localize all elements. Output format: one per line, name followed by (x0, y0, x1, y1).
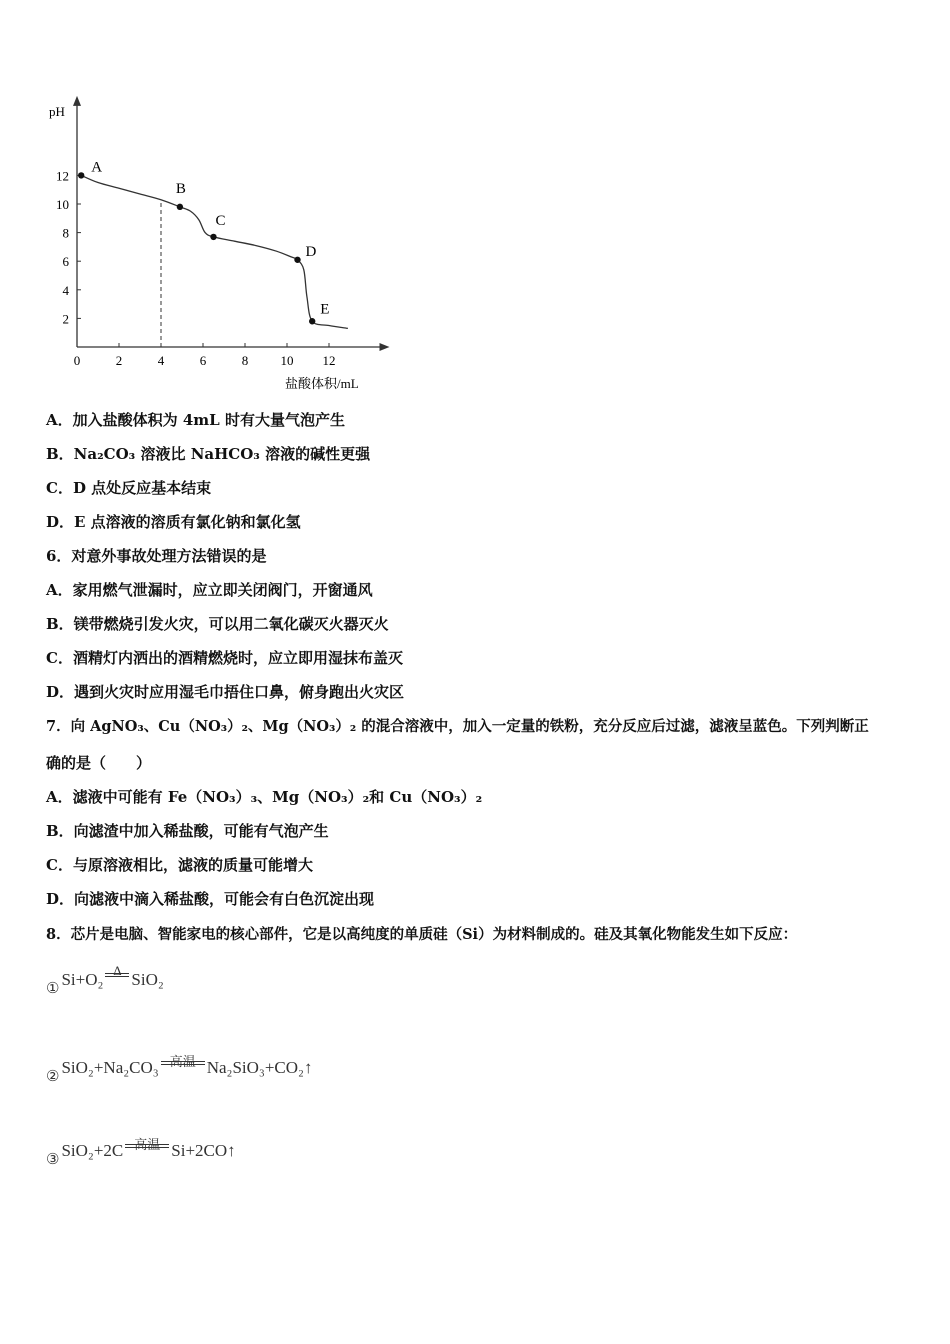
equation-3 (46, 1137, 236, 1168)
option-7a: A．滤液中可能有 Fe（NO₃）₃、Mg（NO₃）₂和 Cu（NO₃）₂ (46, 788, 483, 806)
equation-right: Si+2CO↑ (171, 1141, 236, 1160)
option-5a: A．加入盐酸体积为 4mL 时有大量气泡产生 (46, 411, 345, 429)
point-a (78, 172, 84, 178)
option-7b: B．向滤渣中加入稀盐酸，可能有气泡产生 (46, 822, 329, 840)
x-tick-label: 2 (115, 353, 123, 368)
question-8: 8．芯片是电脑、智能家电的核心部件，它是以高纯度的单质硅（Si）为材料制成的。硅及其氧化物能发生如下反应： (46, 926, 798, 943)
y-tick-label: 10 (56, 197, 69, 212)
y-tick-label: 6 (62, 254, 69, 270)
reaction-condition: 高温 (134, 1137, 161, 1153)
x-tick-label: 10 (280, 353, 294, 368)
question-6: 6．对意外事故处理方法错误的是 (46, 547, 267, 565)
equation-2 (46, 1054, 313, 1085)
y-axis-arrow (73, 96, 81, 106)
option-6d: D．遇到火灾时应用湿毛巾捂住口鼻，俯身跑出火灾区 (46, 683, 405, 701)
option-6b: B．镁带燃烧引发火灾，可以用二氧化碳灭火器灭火 (46, 615, 389, 633)
equation-number: ③ (46, 1152, 60, 1168)
reaction-condition: 高温 (169, 1054, 196, 1070)
y-tick-label: 12 (56, 168, 69, 184)
option-5b: B．Na₂CO₃ 溶液比 NaHCO₃ 溶液的碱性更强 (46, 445, 371, 463)
point-label-d: D (305, 243, 317, 260)
reaction-condition: Δ (113, 963, 122, 979)
y-axis-label: pH (49, 104, 65, 119)
question-7: 7．向 AgNO₃、Cu（NO₃）₂、Mg（NO₃）₂ 的混合溶液中，加入一定量的铁粉，充分反应后过滤，滤液呈蓝色。下列判断正 (46, 718, 869, 735)
equation-left: Si+O₂ (61, 970, 104, 989)
point-c (210, 234, 216, 240)
x-axis-label: 盐酸体积/mL (285, 376, 359, 391)
equation-1 (46, 963, 164, 997)
equation-left: SiO₂+Na₂CO₃ (61, 1058, 159, 1077)
point-d (294, 257, 300, 263)
point-label-b: B (175, 180, 186, 197)
equation-left: SiO₂+2C (61, 1141, 124, 1160)
equation-right: SiO₂ (131, 970, 164, 989)
option-7c: C．与原溶液相比，滤液的质量可能增大 (46, 856, 313, 874)
point-label-c: C (215, 212, 226, 229)
option-6a: A．家用燃气泄漏时，应立即关闭阀门，开窗通风 (46, 581, 373, 599)
equation-right: Na₂SiO₃+CO₂↑ (206, 1058, 313, 1077)
point-e (309, 318, 315, 324)
point-label-a: A (91, 159, 103, 176)
option-5d: D．E 点溶液的溶质有氯化钠和氯化氢 (46, 513, 301, 531)
x-tick-label: 4 (157, 353, 165, 368)
option-6c: C．酒精灯内洒出的酒精燃烧时，应立即用湿抹布盖灭 (46, 649, 403, 667)
y-tick-label: 2 (62, 311, 69, 327)
option-5c: C．D 点处反应基本结束 (46, 479, 212, 497)
x-axis-arrow (380, 343, 390, 351)
point-b (177, 204, 183, 210)
y-tick-label: 8 (62, 225, 69, 241)
x-tick-label: 8 (241, 353, 249, 368)
x-tick-label: 0 (73, 353, 81, 368)
x-tick-label: 12 (322, 353, 336, 368)
ph-titration-chart (40, 95, 400, 395)
option-7d: D．向滤液中滴入稀盐酸，可能会有白色沉淀出现 (46, 890, 375, 908)
equation-number: ① (46, 981, 60, 997)
point-label-e: E (320, 301, 330, 318)
question-7-cont: 确的是（ ） (46, 754, 152, 772)
x-tick-label: 6 (199, 353, 207, 368)
equation-number: ② (46, 1069, 60, 1085)
y-tick-label: 4 (62, 282, 69, 298)
